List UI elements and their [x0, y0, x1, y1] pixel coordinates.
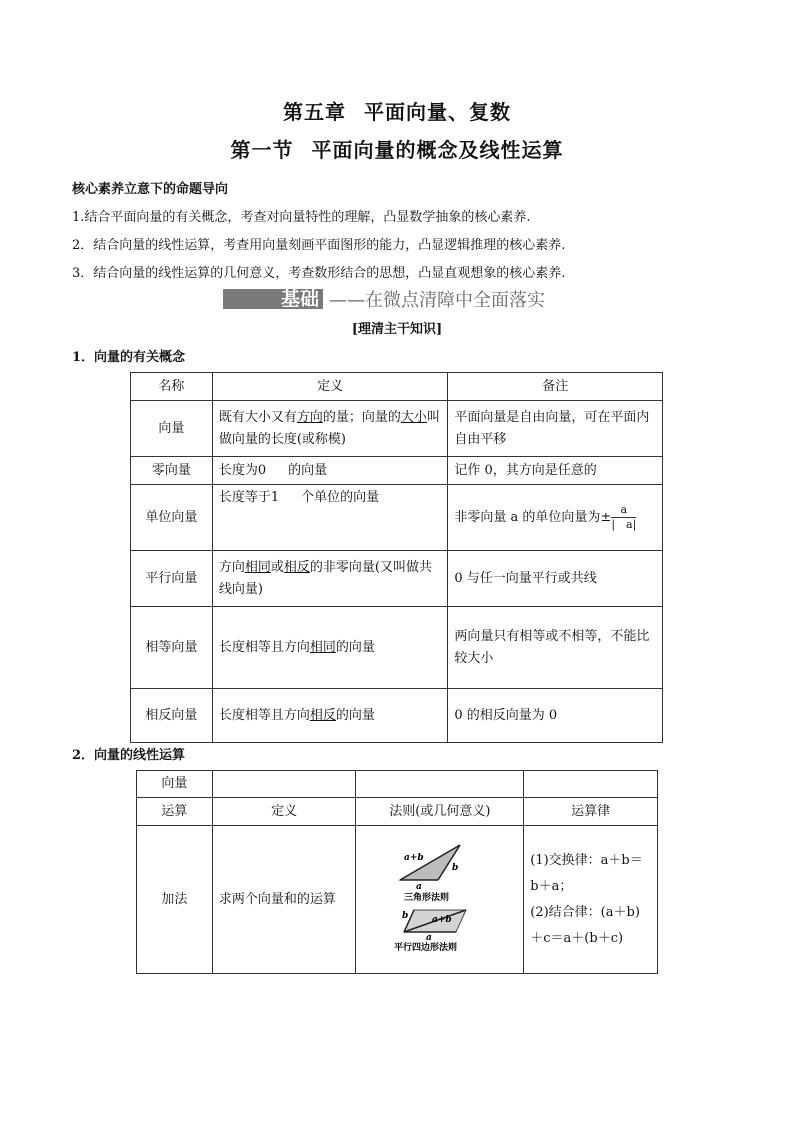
row-note: 两向量只有相等或不相等，不能比较大小	[448, 607, 663, 689]
label-a-plus-b: a+b	[403, 852, 424, 863]
concepts-table	[130, 372, 663, 743]
associative-law: (2)结合律：(a＋b)＋c＝a＋(b＋c)	[530, 904, 640, 946]
row-note: 0 与任一向量平行或共线	[448, 551, 663, 607]
table-row	[131, 551, 663, 607]
table-row	[137, 826, 658, 974]
row-definition: 求两个向量和的运算	[212, 826, 356, 974]
para-label-a: a	[425, 932, 432, 943]
parallelogram-rule-caption: 平行四边形法则	[393, 942, 457, 952]
section-name: 平面向量的概念及线性运算	[311, 138, 564, 162]
subheading: [理清主干知识]	[351, 322, 443, 337]
table-header-row	[137, 771, 658, 798]
label-b: b	[451, 862, 459, 873]
table-row	[131, 607, 663, 689]
header-vector: 向量	[137, 771, 213, 798]
row-law	[524, 826, 658, 974]
core-item-1: 1.结合平面向量的有关概念，考查对向量特性的理解，凸显数学抽象的核心素养.	[72, 210, 531, 225]
row-name: 相反向量	[131, 689, 213, 743]
section2-heading: 2．向量的线性运算	[72, 748, 186, 763]
row-note: 0 的相反向量为 0	[448, 689, 663, 743]
banner-bar	[223, 289, 281, 309]
row-name: 向量	[131, 401, 213, 457]
core-item-3: 3．结合向量的线性运算的几何意义，考查数形结合的思想，凸显直观想象的核心素养.	[72, 266, 566, 281]
row-note: 非零向量 a 的单位向量为± $\frac{a}{| a|}$	[448, 485, 663, 551]
banner-subtitle: ——在微点清障中全面落实	[329, 290, 546, 311]
core-heading: 核心素养立意下的命题导向	[72, 182, 229, 197]
row-note: 平面向量是自由向量，可在平面内自由平移	[448, 401, 663, 457]
label-a: a	[415, 881, 422, 892]
section-banner	[223, 288, 545, 310]
table-row	[131, 689, 663, 743]
operations-table	[136, 770, 658, 974]
commutative-law: (1)交换律：a＋b＝b＋a；	[530, 852, 643, 894]
table-row	[131, 401, 663, 457]
row-definition: 方向相同或相反的非零向量(又叫做共线向量)	[212, 551, 448, 607]
row-name: 平行向量	[131, 551, 213, 607]
table-header-row	[137, 798, 658, 826]
section1-heading: 1．向量的有关概念	[72, 350, 186, 365]
banner-label: 基础	[281, 289, 323, 309]
row-definition: 长度等于1 个单位的向量	[212, 485, 448, 551]
table-row	[131, 457, 663, 485]
core-literacy-block	[72, 176, 722, 288]
chapter-title	[0, 96, 794, 125]
section-title	[0, 134, 794, 163]
chapter-name: 平面向量、复数	[364, 100, 511, 124]
row-note: 记作 0，其方向是任意的	[448, 457, 663, 485]
row-rule-figure	[356, 826, 524, 974]
row-definition: 长度相等且方向相同的向量	[212, 607, 448, 689]
header-name: 名称	[131, 373, 213, 401]
header-definition: 定义	[212, 373, 448, 401]
header-note: 备注	[448, 373, 663, 401]
row-definition: 长度为0 的向量	[212, 457, 448, 485]
table-row	[131, 485, 663, 551]
core-item-2: 2．结合向量的线性运算，考查用向量刻画平面图形的能力，凸显逻辑推理的核心素养.	[72, 238, 566, 253]
vector-addition-figure	[390, 840, 490, 952]
unit-vector-fraction: $\frac{a}{| a|}$	[611, 503, 637, 531]
row-name: 零向量	[131, 457, 213, 485]
row-definition: 既有大小又有方向的量；向量的大小叫做向量的长度(或称模)	[212, 401, 448, 457]
header-definition: 定义	[212, 798, 356, 826]
para-label-a-plus-b: a+b	[431, 914, 452, 925]
header-law: 运算律	[524, 798, 658, 826]
row-name: 单位向量	[131, 485, 213, 551]
section-number: 第一节	[230, 138, 294, 162]
para-label-b: b	[401, 910, 409, 921]
row-definition: 长度相等且方向相反的向量	[212, 689, 448, 743]
row-name: 加法	[137, 826, 213, 974]
header-operation: 运算	[137, 798, 213, 826]
table-header-row	[131, 373, 663, 401]
header-rule: 法则(或几何意义)	[356, 798, 524, 826]
chapter-number: 第五章	[283, 100, 346, 124]
row-name: 相等向量	[131, 607, 213, 689]
triangle-rule-caption: 三角形法则	[403, 892, 449, 903]
